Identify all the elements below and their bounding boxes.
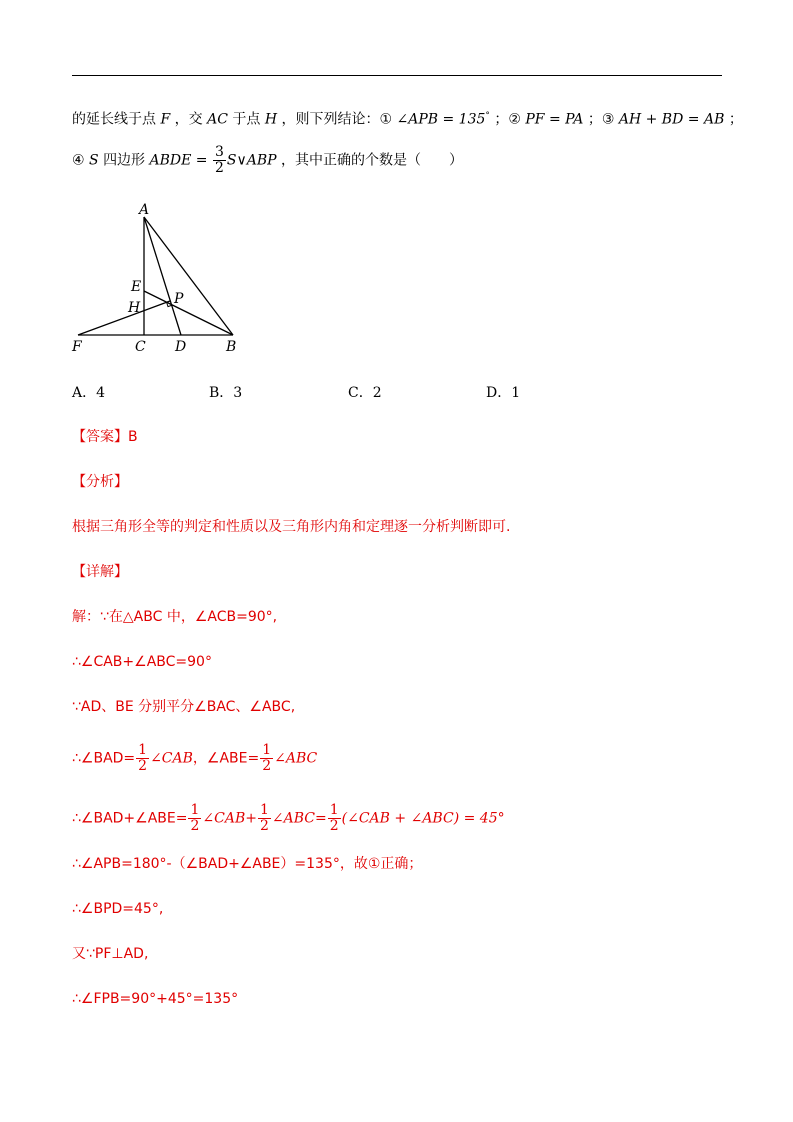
denominator: 2 — [259, 818, 269, 834]
label-E: E — [131, 279, 142, 295]
option-a — [72, 382, 105, 402]
option-letter: C． — [348, 385, 373, 401]
math-S: S — [89, 152, 99, 169]
text: 的延长线于点 — [72, 111, 156, 128]
label-A: A — [139, 202, 150, 218]
conclusion-1: ∠APB = 135 — [396, 111, 486, 128]
numerator: 1 — [329, 802, 339, 818]
numerator: 1 — [190, 802, 200, 818]
answer-tag: 【答案】 — [72, 429, 128, 445]
detail-step-8: 又∵PF⊥AD, — [72, 946, 149, 962]
math-angle: ∠CAB — [150, 750, 193, 767]
answer-value: B — [128, 429, 138, 445]
math-F: F — [160, 111, 171, 128]
math-H: H — [264, 111, 278, 128]
segment-EB — [144, 291, 233, 335]
text: ；② — [494, 111, 521, 128]
analysis-text: 根据三角形全等的判定和性质以及三角形内角和定理逐一分析判断即可. — [72, 519, 511, 535]
text: 于点 — [232, 111, 261, 128]
label-P: P — [174, 291, 184, 307]
label-H: H — [128, 300, 141, 316]
triangle-figure — [60, 195, 260, 360]
text: ④ — [72, 152, 85, 169]
option-c — [348, 382, 382, 402]
answer-line — [72, 427, 138, 447]
text: ∴∠BAD+∠ABE= — [72, 810, 188, 827]
numerator: 3 — [215, 144, 224, 160]
text: ，交 — [174, 111, 203, 128]
fraction-half — [188, 803, 201, 834]
option-value: 4 — [96, 385, 106, 401]
analysis-tag: 【分析】 — [72, 474, 128, 490]
numerator: 1 — [262, 742, 272, 758]
option-value: 2 — [372, 385, 382, 401]
label-D: D — [175, 339, 187, 355]
detail-tag: 【详解】 — [72, 564, 128, 580]
detail-step-7: ∴∠BPD=45°, — [72, 901, 164, 917]
option-d — [486, 382, 520, 402]
math-SABP: S∨ABP — [226, 152, 277, 169]
math-angle: ∠ABC= — [271, 810, 327, 827]
detail-step-6: ∴∠APB=180°-（∠BAD+∠ABE）=135°，故①正确； — [72, 856, 423, 872]
option-letter: B． — [209, 385, 234, 401]
math-angle: ∠CAB+ — [202, 810, 257, 827]
math-angle: ∠ABC — [274, 750, 318, 767]
denominator: 2 — [262, 758, 272, 774]
option-letter: A． — [72, 385, 97, 401]
segment-AB — [144, 217, 233, 335]
problem-line-2 — [72, 145, 463, 176]
math-AC: AC — [207, 111, 228, 128]
detail-step-5 — [72, 803, 505, 834]
fraction-half — [328, 803, 341, 834]
conclusion-2: PF = PA — [525, 111, 584, 128]
degree-sign: ° — [485, 111, 490, 121]
detail-step-1: 解：∵在△ABC 中，∠ACB=90°, — [72, 609, 278, 625]
denominator: 2 — [138, 758, 148, 774]
text: 四边形 — [103, 152, 146, 169]
header-rule — [72, 75, 722, 76]
numerator: 1 — [138, 742, 148, 758]
text: ，则下列结论：① — [281, 111, 393, 128]
option-letter: D． — [486, 385, 512, 401]
option-value: 1 — [511, 385, 521, 401]
text: ，∠ABE= — [192, 750, 260, 767]
option-b — [209, 382, 242, 402]
label-B: B — [226, 339, 237, 355]
label-C: C — [135, 339, 146, 355]
text: ，其中正确的个数是（ ） — [281, 152, 464, 169]
denominator: 2 — [215, 160, 224, 176]
detail-step-4 — [72, 743, 317, 774]
problem-line-1 — [72, 106, 743, 130]
fraction-half — [260, 743, 273, 774]
denominator: 2 — [190, 818, 200, 834]
denominator: 2 — [329, 818, 339, 834]
segment-FP — [78, 301, 170, 335]
label-F: F — [72, 339, 82, 355]
math-ABDE: ABDE = — [149, 152, 208, 169]
fraction-half — [258, 803, 271, 834]
conclusion-3: AH + BD = AB — [618, 111, 725, 128]
numerator: 1 — [259, 802, 269, 818]
fraction-half — [136, 743, 149, 774]
option-value: 3 — [233, 385, 243, 401]
segment-AD — [144, 217, 181, 335]
text: ∴∠BAD= — [72, 750, 136, 767]
detail-step-9: ∴∠FPB=90°+45°=135° — [72, 991, 239, 1007]
fraction-3-2 — [213, 145, 226, 176]
text: ；③ — [587, 111, 615, 128]
detail-step-3: ∵AD、BE 分别平分∠BAC、∠ABC, — [72, 699, 296, 715]
math-sum: (∠CAB + ∠ABC) = 45° — [341, 810, 505, 827]
detail-step-2: ∴∠CAB+∠ABC=90° — [72, 654, 212, 670]
text: ； — [728, 111, 743, 128]
